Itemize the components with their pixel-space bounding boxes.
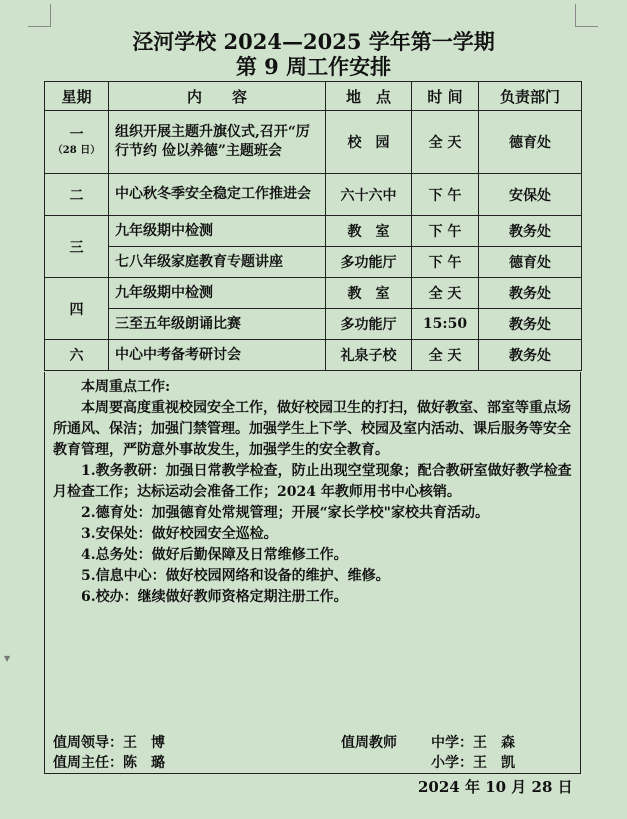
notes-item: 2.德育处：加强德育处常规管理；开展“家长学校"家校共育活动。 xyxy=(81,505,489,521)
week-date: （28 日） xyxy=(52,145,101,156)
content-cell: 中心秋冬季安全稳定工作推进会 xyxy=(109,174,326,216)
content-cell: 七八年级家庭教育专题讲座 xyxy=(109,247,326,278)
weekly-notes xyxy=(44,372,581,774)
document-date: 2024 年 10 月 28 日 xyxy=(418,778,573,796)
location-cell: 六十六中 xyxy=(326,174,412,216)
notes-item: 3.安保处：做好校园安全巡检。 xyxy=(81,526,278,542)
notes-item: 6.校办：继续做好教师资格定期注册工作。 xyxy=(81,589,348,605)
content-cell: 九年级期中检测 xyxy=(109,216,326,247)
week-cell xyxy=(45,111,109,174)
dept-cell: 德育处 xyxy=(479,247,582,278)
time-cell: 下 午 xyxy=(412,247,479,278)
time-cell: 全 天 xyxy=(412,111,479,174)
time-cell: 全 天 xyxy=(412,278,479,309)
location-cell: 校 园 xyxy=(326,111,412,174)
duty-primary-school: 小学：王 凯 xyxy=(431,755,515,771)
location-cell: 礼泉子校 xyxy=(326,340,412,371)
time-cell: 15:50 xyxy=(412,309,479,340)
collapse-caret-icon: ▼ xyxy=(4,654,11,663)
dept-cell: 教务处 xyxy=(479,340,582,371)
schedule-table xyxy=(44,81,582,371)
dept-cell: 教务处 xyxy=(479,278,582,309)
week-cell: 四 xyxy=(45,278,109,340)
location-cell: 教 室 xyxy=(326,278,412,309)
header-location: 地 点 xyxy=(326,82,412,111)
notes-item: 4.总务处：做好后勤保障及日常维修工作。 xyxy=(81,547,348,563)
duty-middle-school: 中学：王 森 xyxy=(431,735,515,751)
page-corner-mark-right xyxy=(575,4,598,27)
time-cell: 全 天 xyxy=(412,340,479,371)
duty-leader: 值周领导：王 博 xyxy=(53,735,165,751)
week-cell: 二 xyxy=(45,174,109,216)
table-row xyxy=(45,174,582,216)
document-subtitle: 第 9 周工作安排 xyxy=(235,54,392,79)
time-cell: 下 午 xyxy=(412,174,479,216)
table-row xyxy=(45,309,582,340)
time-cell: 下 午 xyxy=(412,216,479,247)
location-cell: 多功能厅 xyxy=(326,309,412,340)
dept-cell: 安保处 xyxy=(479,174,582,216)
document-title: 泾河学校 2024—2025 学年第一学期 xyxy=(132,29,495,54)
dept-cell: 教务处 xyxy=(479,309,582,340)
content-cell: 中心中考备考研讨会 xyxy=(109,340,326,371)
header-content: 内 容 xyxy=(109,82,326,111)
content-cell: 三至五年级朗诵比赛 xyxy=(109,309,326,340)
page-corner-mark-left xyxy=(28,4,51,27)
week-cell: 三 xyxy=(45,216,109,278)
location-cell: 多功能厅 xyxy=(326,247,412,278)
notes-heading: 本周重点工作: xyxy=(81,379,171,395)
table-row xyxy=(45,247,582,278)
notes-item: 1.教务教研：加强日常教学检查，防止出现空堂现象；配合教研室做好教学检查月检查工作；达标运动会准备工作；2024 年教师用书中心核销。 xyxy=(53,463,572,500)
table-row xyxy=(45,340,582,371)
notes-intro: 本周要高度重视校园安全工作，做好校园卫生的打扫，做好教室、部室等重点场所通风、保洁；加强门禁管理。加强学生上下学、校园及室内活动、课后服务等安全教育管理，严防意外事故发生，加强学生的安全教育。 xyxy=(53,400,571,458)
content-cell: 组织开展主题升旗仪式,召开“厉行节约 俭以养德”主题班会 xyxy=(109,111,326,174)
table-header-row xyxy=(45,82,582,111)
table-row xyxy=(45,278,582,309)
table-row xyxy=(45,216,582,247)
duty-teacher-label: 值周教师 xyxy=(341,735,397,751)
duty-director: 值周主任：陈 璐 xyxy=(53,755,165,771)
notes-item: 5.信息中心：做好校园网络和设备的维护、维修。 xyxy=(81,568,390,584)
week-day: 一 xyxy=(69,127,84,143)
header-time: 时 间 xyxy=(412,82,479,111)
header-dept: 负责部门 xyxy=(479,82,582,111)
table-row xyxy=(45,111,582,174)
dept-cell: 教务处 xyxy=(479,216,582,247)
header-week: 星期 xyxy=(45,82,109,111)
location-cell: 教 室 xyxy=(326,216,412,247)
week-cell: 六 xyxy=(45,340,109,371)
content-cell: 九年级期中检测 xyxy=(109,278,326,309)
dept-cell: 德育处 xyxy=(479,111,582,174)
